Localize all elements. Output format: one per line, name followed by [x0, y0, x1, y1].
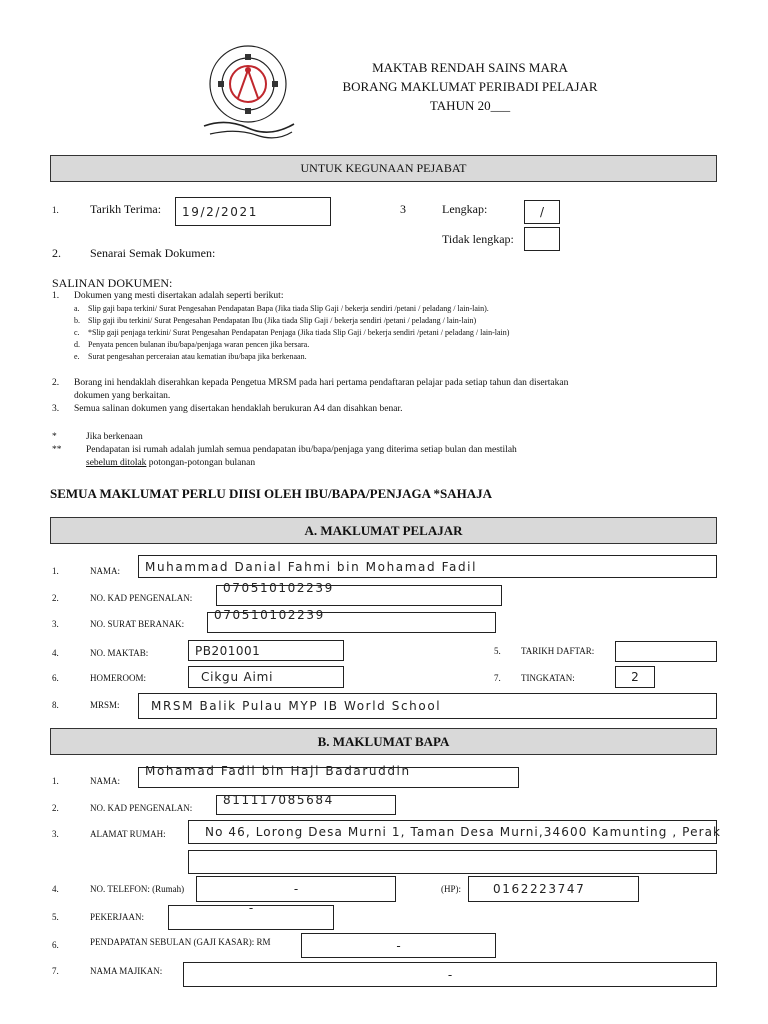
item-number: 2.	[52, 246, 61, 260]
item-number: 4.	[52, 884, 59, 894]
mrsm-label: MRSM:	[90, 700, 120, 710]
senarai-semak-label: Senarai Semak Dokumen:	[90, 246, 216, 260]
tingkatan-label: TINGKATAN:	[521, 673, 575, 683]
registration-date-field[interactable]	[615, 641, 717, 662]
salinan-p3: Semua salinan dokumen yang disertakan hendaklah berukuran A4 dan disahkan benar.	[74, 404, 403, 414]
sub-text: Penyata pencen bulanan ibu/bapa/penjaga waran pencen jika bersara.	[88, 340, 310, 349]
student-birth-cert-field[interactable]: 070510102239	[207, 612, 496, 633]
home-phone-field[interactable]: -	[196, 876, 396, 902]
item-number: 6.	[52, 673, 59, 683]
nama-label: NAMA:	[90, 566, 121, 576]
item-number: 1.	[52, 776, 59, 786]
income-field[interactable]: -	[301, 933, 496, 958]
ic-label: NO. KAD PENGENALAN:	[90, 593, 193, 603]
item-number: 8.	[52, 700, 59, 710]
salinan-heading: SALINAN DOKUMEN:	[52, 276, 173, 290]
pekerjaan-label: PEKERJAAN:	[90, 912, 145, 922]
tarikh-terima-field[interactable]: 19/2/2021	[175, 197, 331, 226]
mara-logo	[196, 42, 300, 142]
item-number: 4.	[52, 648, 59, 658]
sub-text: Surat pengesahan perceraian atau kematian ibu/bapa jika berkenaan.	[88, 352, 307, 361]
sub-text: Slip gaji bapa terkini/ Surat Pengesahan Pendapatan Bapa (Jika tiada Slip Gaji / bekerja sendiri /petani / peladang / lain-lain).	[88, 304, 489, 313]
sub-key: b.	[74, 316, 80, 325]
footnote-marker: *	[52, 432, 57, 442]
item-number: 2.	[52, 378, 60, 388]
footnote-2-rest: potongan-potongan bulanan	[146, 458, 256, 468]
pendapatan-label: PENDAPATAN SEBULAN (GAJI KASAR): RM	[90, 937, 271, 947]
sub-key: a.	[74, 304, 80, 313]
tidak-lengkap-label: Tidak lengkap:	[442, 232, 514, 246]
student-college-no-field[interactable]: PB201001	[188, 640, 344, 661]
address-field-line1[interactable]: No 46, Lorong Desa Murni 1, Taman Desa Murni,34600 Kamunting , Perak	[188, 820, 717, 844]
student-name-field[interactable]: Muhammad Danial Fahmi bin Mohamad Fadil	[138, 555, 717, 578]
item-number: 5.	[52, 912, 59, 922]
footnote-2: Pendapatan isi rumah adalah jumlah semua pendapatan ibu/bapa/penjaga yang diterima setiap bulan dan mestilah	[86, 445, 517, 455]
item-number: 5.	[494, 646, 501, 656]
salinan-p2b: dokumen yang berkaitan.	[74, 391, 171, 401]
pelajar-section-header: A. MAKLUMAT PELAJAR	[50, 517, 717, 544]
father-ic-label: NO. KAD PENGENALAN:	[90, 803, 193, 813]
homeroom-field[interactable]: Cikgu Aimi	[188, 666, 344, 688]
student-ic-field[interactable]: 070510102239	[216, 585, 502, 606]
father-ic-field[interactable]: 811117085684	[216, 795, 396, 815]
notice-heading: SEMUA MAKLUMAT PERLU DIISI OLEH IBU/BAPA/PENJAGA *SAHAJA	[50, 486, 493, 501]
father-name-field[interactable]: Mohamad Fadil bin Haji Badaruddin	[138, 767, 519, 788]
address-field-line2[interactable]	[188, 850, 717, 874]
employer-field[interactable]: -	[183, 962, 717, 987]
item-number: 7.	[52, 966, 59, 976]
tarikh-daftar-label: TARIKH DAFTAR:	[521, 646, 595, 656]
item-number: 2.	[52, 803, 59, 813]
majikan-label: NAMA MAJIKAN:	[90, 966, 163, 976]
item-number: 3	[400, 202, 406, 216]
form-level-field[interactable]: 2	[615, 666, 655, 688]
tarikh-terima-label: Tarikh Terima:	[90, 202, 162, 216]
homeroom-label: HOMEROOM:	[90, 673, 147, 683]
underlined-text: sebelum ditolak	[86, 458, 147, 468]
sub-text: Slip gaji ibu terkini/ Surat Pengesahan Pendapatan Ibu (Jika tiada Slip Gaji / bekerja sendiri /petani / peladang / lain-lain)	[88, 316, 477, 325]
footnote-1: Jika berkenaan	[86, 432, 143, 442]
salinan-p1: Dokumen yang mesti disertakan adalah seperti berikut:	[74, 291, 284, 301]
hp-label: (HP):	[441, 884, 461, 894]
footnote-marker: **	[52, 445, 62, 455]
telefon-rumah-label: NO. TELEFON: (Rumah)	[90, 884, 185, 894]
item-number: 1.	[52, 566, 59, 576]
alamat-label: ALAMAT RUMAH:	[90, 829, 166, 839]
item-number: 3.	[52, 404, 60, 414]
mrsm-field[interactable]: MRSM Balik Pulau MYP IB World School	[138, 693, 717, 719]
sub-text: *Slip gaji penjaga terkini/ Surat Pengesahan Pendapatan Penjaga (Jika tiada Slip Gaji / bekerja sendiri /petani / peladang / lain-lain)	[88, 328, 510, 337]
footnote-2-cont	[86, 458, 255, 468]
item-number: 1.	[52, 205, 59, 215]
sub-key: c.	[74, 328, 80, 337]
header-line3: TAHUN 20___	[429, 98, 511, 113]
maktab-label: NO. MAKTAB:	[90, 648, 149, 658]
item-number: 3.	[52, 829, 59, 839]
surat-beranak-label: NO. SURAT BERANAK:	[90, 619, 185, 629]
father-nama-label: NAMA:	[90, 776, 121, 786]
lengkap-checkbox[interactable]: /	[524, 200, 560, 224]
header-line1: MAKTAB RENDAH SAINS MARA	[372, 60, 568, 75]
sub-key: d.	[74, 340, 80, 349]
item-number: 3.	[52, 619, 59, 629]
occupation-field[interactable]: -	[168, 905, 334, 930]
salinan-p2a: Borang ini hendaklah diserahkan kepada Pengetua MRSM pada hari pertama pendaftaran pelajar pada setiap tahun dan disertakan	[74, 378, 569, 388]
sub-key: e.	[74, 352, 80, 361]
header-line2: BORANG MAKLUMAT PERIBADI PELAJAR	[342, 79, 598, 94]
mobile-phone-field[interactable]: 0162223747	[468, 876, 639, 902]
item-number: 7.	[494, 673, 501, 683]
tidak-lengkap-checkbox[interactable]	[524, 227, 560, 251]
item-number: 6.	[52, 940, 59, 950]
item-number: 1.	[52, 291, 60, 301]
item-number: 2.	[52, 593, 59, 603]
bapa-section-header: B. MAKLUMAT BAPA	[50, 728, 717, 755]
office-section-header: UNTUK KEGUNAAN PEJABAT	[50, 155, 717, 182]
lengkap-label: Lengkap:	[442, 202, 488, 216]
